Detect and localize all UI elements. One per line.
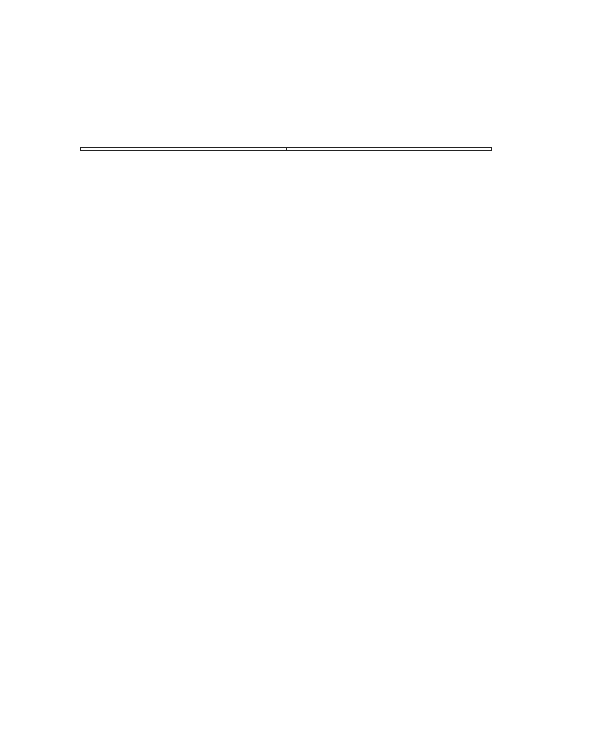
conjunctions-table	[80, 147, 492, 151]
table-header-words	[286, 148, 492, 151]
table-header-types	[81, 148, 287, 151]
